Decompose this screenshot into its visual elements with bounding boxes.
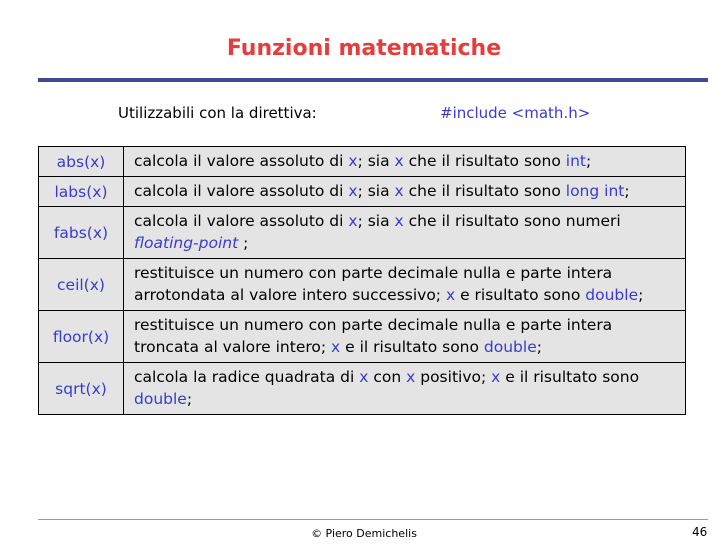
highlighted-term: x [445,286,456,304]
table-row [39,259,686,311]
description-text: ; sia [357,212,395,230]
function-name: abs(x) [39,147,124,177]
description-text: ; [536,338,542,356]
description-text: calcola la radice quadrata di [134,368,360,386]
function-name: floor(x) [39,311,124,363]
function-name: fabs(x) [39,207,124,259]
function-name: sqrt(x) [39,363,124,415]
highlighted-term: double [134,390,187,408]
description-text: e il risultato sono [500,368,640,386]
math-functions-table [38,146,686,415]
description-text: ; sia [357,182,395,200]
highlighted-term: double [585,286,639,304]
directive-intro-text: Utilizzabili con la direttiva: [118,104,317,122]
description-text: e risultato sono [455,286,586,304]
highlighted-term: x [348,152,358,170]
footer-divider [38,519,708,520]
function-description [124,177,686,207]
description-text: positivo; [415,368,492,386]
highlighted-term: x [348,182,358,200]
description-text: calcola il valore assoluto di [134,152,349,170]
description-text: ; [624,182,630,200]
function-name: ceil(x) [39,259,124,311]
description-text: restituisce un numero con parte decimale nulla e parte intera arrotondata al valore intero successivo; [134,264,613,304]
description-text: ; [238,234,249,252]
highlighted-term: floating-point [134,234,239,252]
function-description [124,259,686,311]
highlighted-term: x [359,368,369,386]
description-text: ; [186,390,193,408]
title-divider [38,78,708,82]
highlighted-term: x [331,338,341,356]
slide-title: Funzioni matematiche [226,36,502,61]
highlighted-term: x [406,368,416,386]
table-row [39,177,686,207]
include-directive: #include <math.h> [440,104,591,122]
function-description [124,207,686,259]
highlighted-term: x [348,212,358,230]
description-text: restituisce un numero con parte decimale nulla e parte intera troncata al valore intero; [134,316,613,356]
description-text: ; [638,286,644,304]
description-text: con [368,368,407,386]
page-number: 46 [692,525,708,539]
description-text: calcola il valore assoluto di [134,182,349,200]
function-description [124,147,686,177]
table-row [39,311,686,363]
table-row [39,147,686,177]
description-text: che il risultato sono [403,152,566,170]
table-row [39,363,686,415]
highlighted-term: x [394,212,404,230]
function-name: labs(x) [39,177,124,207]
table-row [39,207,686,259]
highlighted-term: int [565,152,586,170]
description-text: ; [585,152,592,170]
description-text: che il risultato sono [403,182,566,200]
footer-credit: © Piero Demichelis [311,527,417,540]
function-description [124,363,686,415]
description-text: calcola il valore assoluto di [134,212,349,230]
highlighted-term: long int [565,182,625,200]
description-text: e il risultato sono [340,338,484,356]
highlighted-term: x [394,182,404,200]
description-text: ; sia [357,152,395,170]
function-description [124,311,686,363]
highlighted-term: double [483,338,537,356]
description-text: che il risultato sono numeri [403,212,621,230]
highlighted-term: x [491,368,501,386]
highlighted-term: x [394,152,404,170]
